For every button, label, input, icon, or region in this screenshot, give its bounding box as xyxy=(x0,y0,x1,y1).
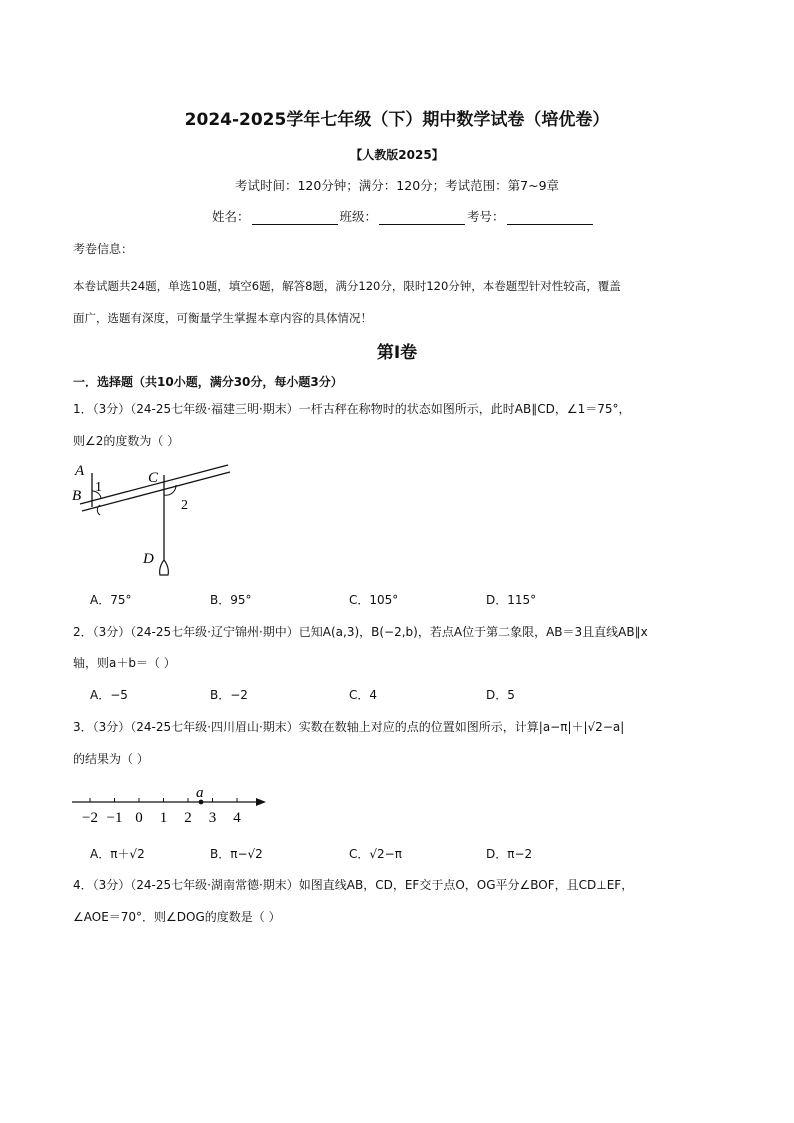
weight-d xyxy=(160,560,169,575)
class-label: 班级： xyxy=(339,209,378,224)
axis-tick-label: 3 xyxy=(208,810,217,826)
q1-option-d[interactable]: D．115° xyxy=(486,593,537,607)
edition-label: 【人教版2025】 xyxy=(350,148,444,162)
label-a: A xyxy=(75,463,85,479)
q3-option-a[interactable]: A．π＋√2 xyxy=(90,847,145,861)
section-title: 第Ⅰ卷 xyxy=(376,343,418,363)
q2-option-b[interactable]: B．−2 xyxy=(210,688,248,702)
info-line-2: 面广，选题有深度，可衡量学生掌握本章内容的具体情况！ xyxy=(73,311,372,325)
q1-line-1: 1．（3分）（24-25七年级·福建三明·期末）一杆古秤在称物时的状态如图所示，此时AB∥CD，∠1＝75°， xyxy=(73,402,631,416)
q1-option-b[interactable]: B．95° xyxy=(210,593,252,607)
exam-title: 2024-2025学年七年级（下）期中数学试卷（培优卷） xyxy=(184,110,610,130)
q2-option-c[interactable]: C．4 xyxy=(349,688,378,702)
q2-option-d[interactable]: D．5 xyxy=(486,688,515,702)
q2-option-a[interactable]: A．−5 xyxy=(90,688,128,702)
name-blank[interactable] xyxy=(252,209,338,225)
number-label: 考号： xyxy=(467,209,505,224)
q4-line-1: 4．（3分）（24-25七年级·湖南常德·期末）如图直线AB，CD，EF交于点O，OG平分∠BOF，且CD⊥EF， xyxy=(73,878,634,892)
axis-tick-label: 0 xyxy=(135,810,143,826)
axis-tick-label: 2 xyxy=(184,810,192,826)
q3-option-c[interactable]: C．√2−π xyxy=(349,847,402,861)
q3-option-b[interactable]: B．π−√2 xyxy=(210,847,263,861)
info-description xyxy=(73,270,723,334)
q2-line-2: 轴，则a＋b＝（ ） xyxy=(73,656,176,670)
q4-line-2: ∠AOE＝70°．则∠DOG的度数是（ ） xyxy=(73,910,281,924)
name-label: 姓名： xyxy=(212,209,250,224)
info-line-1: 本卷试题共24题，单选10题，填空6题，解答8题，满分120分，限时120分钟，本卷题型针对性较高，覆盖 xyxy=(73,279,621,293)
number-blank[interactable] xyxy=(507,209,593,225)
axis-tick-label: −2 xyxy=(82,810,98,826)
q1-line-2: 则∠2的度数为（ ） xyxy=(73,434,180,448)
info-heading: 考卷信息： xyxy=(73,242,134,256)
q1-option-c[interactable]: C．105° xyxy=(349,593,399,607)
q3-line-2: 的结果为（ ） xyxy=(73,752,149,766)
q1-option-a[interactable]: A．75° xyxy=(90,593,132,607)
q2-line-1: 2．（3分）（24-25七年级·辽宁锦州·期中）已知A(a,3)，B(−2,b)，若点A位于第二象限，AB＝3且直线AB∥x xyxy=(73,625,648,639)
q1-steelyard-figure xyxy=(70,455,240,580)
q3-number-line-figure xyxy=(68,782,273,832)
q3-option-d[interactable]: D．π−2 xyxy=(486,847,533,861)
axis-tick-label: −1 xyxy=(106,810,123,826)
axis-tick-label: 1 xyxy=(159,810,168,826)
axis-arrow xyxy=(256,798,266,806)
label-1: 1 xyxy=(95,480,102,495)
student-fields xyxy=(212,207,595,225)
label-b: B xyxy=(72,488,82,504)
label-2: 2 xyxy=(181,498,188,513)
q3-line-1: 3．（3分）（24-25七年级·四川眉山·期末）实数在数轴上对应的点的位置如图所示，计算|a−π|＋|√2−a| xyxy=(73,720,625,734)
class-blank[interactable] xyxy=(379,209,465,225)
part1-header: 一．选择题（共10小题，满分30分，每小题3分） xyxy=(73,375,343,389)
exam-info: 考试时间：120分钟；满分：120分；考试范围：第7~9章 xyxy=(234,178,560,193)
label-d: D xyxy=(143,551,154,567)
label-point-a: a xyxy=(196,785,204,801)
axis-tick-label: 4 xyxy=(233,810,241,826)
label-c: C xyxy=(148,470,159,486)
